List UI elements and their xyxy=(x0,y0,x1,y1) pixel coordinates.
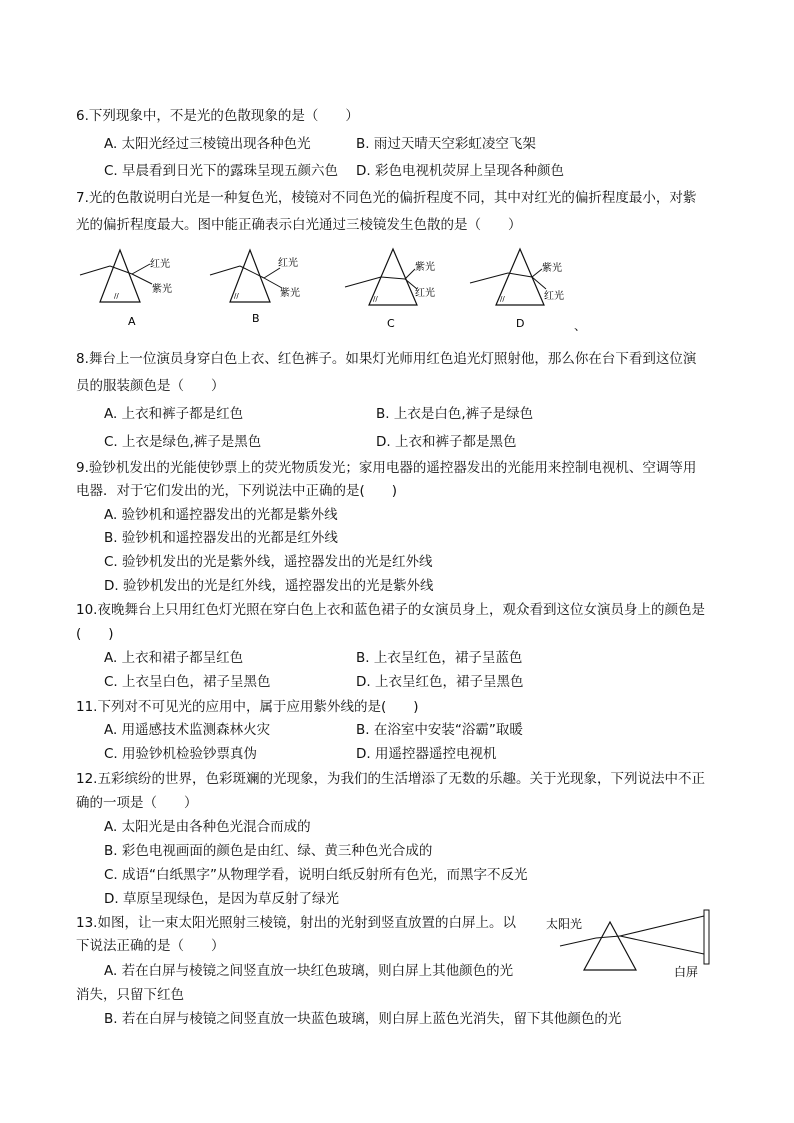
q11-stem: 11.下列对不可见光的应用中，属于应用紫外线的是( ) xyxy=(76,699,419,715)
q9-stem-line1: 9.验钞机发出的光能使钞票上的荧光物质发光；家用电器的遥控器发出的光能用来控制电视机、空调等用 xyxy=(76,460,697,476)
q13-option-a-line2: 消失，只留下红色 xyxy=(76,987,184,1003)
q12-stem-line1: 12.五彩缤纷的世界，色彩斑斓的光现象，为我们的生活增添了无数的乐趣。关于光现象，下列说法中不正 xyxy=(76,771,705,787)
q7-figure-a-top-label: 红光 xyxy=(150,259,170,270)
q10-option-c: C. 上衣呈白色，裙子呈黑色 xyxy=(104,674,271,690)
q7-figure-b-bottom-label: 紫光 xyxy=(280,288,300,299)
q9-option-b: B. 验钞机和遥控器发出的光都是红外线 xyxy=(104,530,338,546)
q10-option-b: B. 上衣呈红色，裙子呈蓝色 xyxy=(356,650,523,666)
svg-text://: // xyxy=(500,295,505,303)
q9-option-d: D. 验钞机发出的光是红外线，遥控器发出的光是紫外线 xyxy=(104,578,434,594)
q7-figure-c-letter: C xyxy=(387,317,395,330)
q7-figure-c-bottom-label: 红光 xyxy=(415,288,435,299)
q8-option-d: D. 上衣和裤子都是黑色 xyxy=(376,434,517,450)
q12-option-c: C. 成语“白纸黑字”从物理学看，说明白纸反射所有色光，而黑字不反光 xyxy=(104,867,528,883)
q10-stem-line1: 10.夜晚舞台上只用红色灯光照在穿白色上衣和蓝色裙子的女演员身上，观众看到这位女演员身上的颜色是 xyxy=(76,602,705,618)
q12-option-d: D. 草原呈现绿色，是因为草反射了绿光 xyxy=(104,891,339,907)
q8-option-c: C. 上衣是绿色,裤子是黑色 xyxy=(104,434,262,450)
q8-option-a: A. 上衣和裤子都是红色 xyxy=(104,406,244,422)
q13-prism-figure xyxy=(540,908,720,992)
q10-option-a: A. 上衣和裙子都呈红色 xyxy=(104,650,244,666)
q6-option-b: B. 雨过天晴天空彩虹凌空飞架 xyxy=(356,136,536,152)
q8-stem-line1: 8.舞台上一位演员身穿白色上衣、红色裤子。如果灯光师用红色追光灯照射他，那么你在台下看到这位演 xyxy=(76,351,697,367)
q7-figure-d-letter: D xyxy=(516,317,525,330)
q13-stem-line1: 13.如图，让一束太阳光照射三棱镜，射出的光射到竖直放置的白屏上。以 xyxy=(76,915,516,931)
q11-option-b: B. 在浴室中安装“浴霸”取暖 xyxy=(356,722,523,738)
q13-option-b: B. 若在白屏与棱镜之间竖直放一块蓝色玻璃，则白屏上蓝色光消失，留下其他颜色的光 xyxy=(104,1011,622,1027)
q12-stem-line2: 确的一项是（ ） xyxy=(76,795,198,811)
svg-text://: // xyxy=(373,295,378,303)
q7-figure-d-top-label: 紫光 xyxy=(542,263,562,274)
q8-option-b: B. 上衣是白色,裤子是绿色 xyxy=(376,406,534,422)
q7-figure-b-top-label: 红光 xyxy=(278,258,298,269)
q8-stem-line2: 员的服装颜色是（ ） xyxy=(76,378,225,394)
q9-option-a: A. 验钞机和遥控器发出的光都是紫外线 xyxy=(104,507,338,523)
q6-option-c: C. 早晨看到日光下的露珠呈现五颜六色 xyxy=(104,163,339,179)
q7-figure-b xyxy=(210,240,320,339)
q9-stem-line2: 电器．对于它们发出的光，下列说法中正确的是( ) xyxy=(76,483,398,499)
q7-figure-b-letter: B xyxy=(252,312,260,325)
q13-option-a-line1: A. 若在白屏与棱镜之间竖直放一块红色玻璃，则白屏上其他颜色的光 xyxy=(104,963,514,979)
q11-option-c: C. 用验钞机检验钞票真伪 xyxy=(104,746,258,762)
svg-text://: // xyxy=(114,292,119,300)
q7-stem-line1: 7.光的色散说明白光是一种复色光，棱镜对不同色光的偏折程度不同，其中对红光的偏折程度最小，对紫 xyxy=(76,190,697,206)
q7-figure-a xyxy=(80,240,190,339)
q7-figure-c-top-label: 紫光 xyxy=(415,262,435,273)
q9-option-c: C. 验钞机发出的光是紫外线，遥控器发出的光是红外线 xyxy=(104,554,433,570)
q7-trailing-mark: 、 xyxy=(574,319,587,333)
q11-option-d: D. 用遥控器遥控电视机 xyxy=(356,746,497,762)
q7-figure-d xyxy=(470,243,590,342)
q11-option-a: A. 用遥感技术监测森林火灾 xyxy=(104,722,271,738)
q10-option-d: D. 上衣呈红色，裙子呈黑色 xyxy=(356,674,524,690)
q6-stem: 6.下列现象中，不是光的色散现象的是（ ） xyxy=(76,108,359,124)
q7-figure-d-bottom-label: 红光 xyxy=(544,291,564,302)
q12-option-b: B. 彩色电视画面的颜色是由红、绿、黄三种色光合成的 xyxy=(104,843,433,859)
q10-stem-line2: ( ) xyxy=(76,626,114,642)
svg-text://: // xyxy=(234,292,239,300)
q12-option-a: A. 太阳光是由各种色光混合而成的 xyxy=(104,819,311,835)
q6-option-d: D. 彩色电视机荧屏上呈现各种颜色 xyxy=(356,163,564,179)
q6-option-a: A. 太阳光经过三棱镜出现各种色光 xyxy=(104,136,311,152)
q13-sun-label: 太阳光 xyxy=(546,917,583,931)
q7-figure-a-bottom-label: 紫光 xyxy=(152,284,172,295)
q13-stem-line2: 下说法正确的是（ ） xyxy=(76,938,225,954)
q13-screen-label: 白屏 xyxy=(674,965,699,979)
q7-figure-a-letter: A xyxy=(128,315,136,328)
q7-figure-c xyxy=(345,243,455,342)
q7-stem-line2: 光的偏折程度最大。图中能正确表示白光通过三棱镜发生色散的是（ ） xyxy=(76,217,522,233)
